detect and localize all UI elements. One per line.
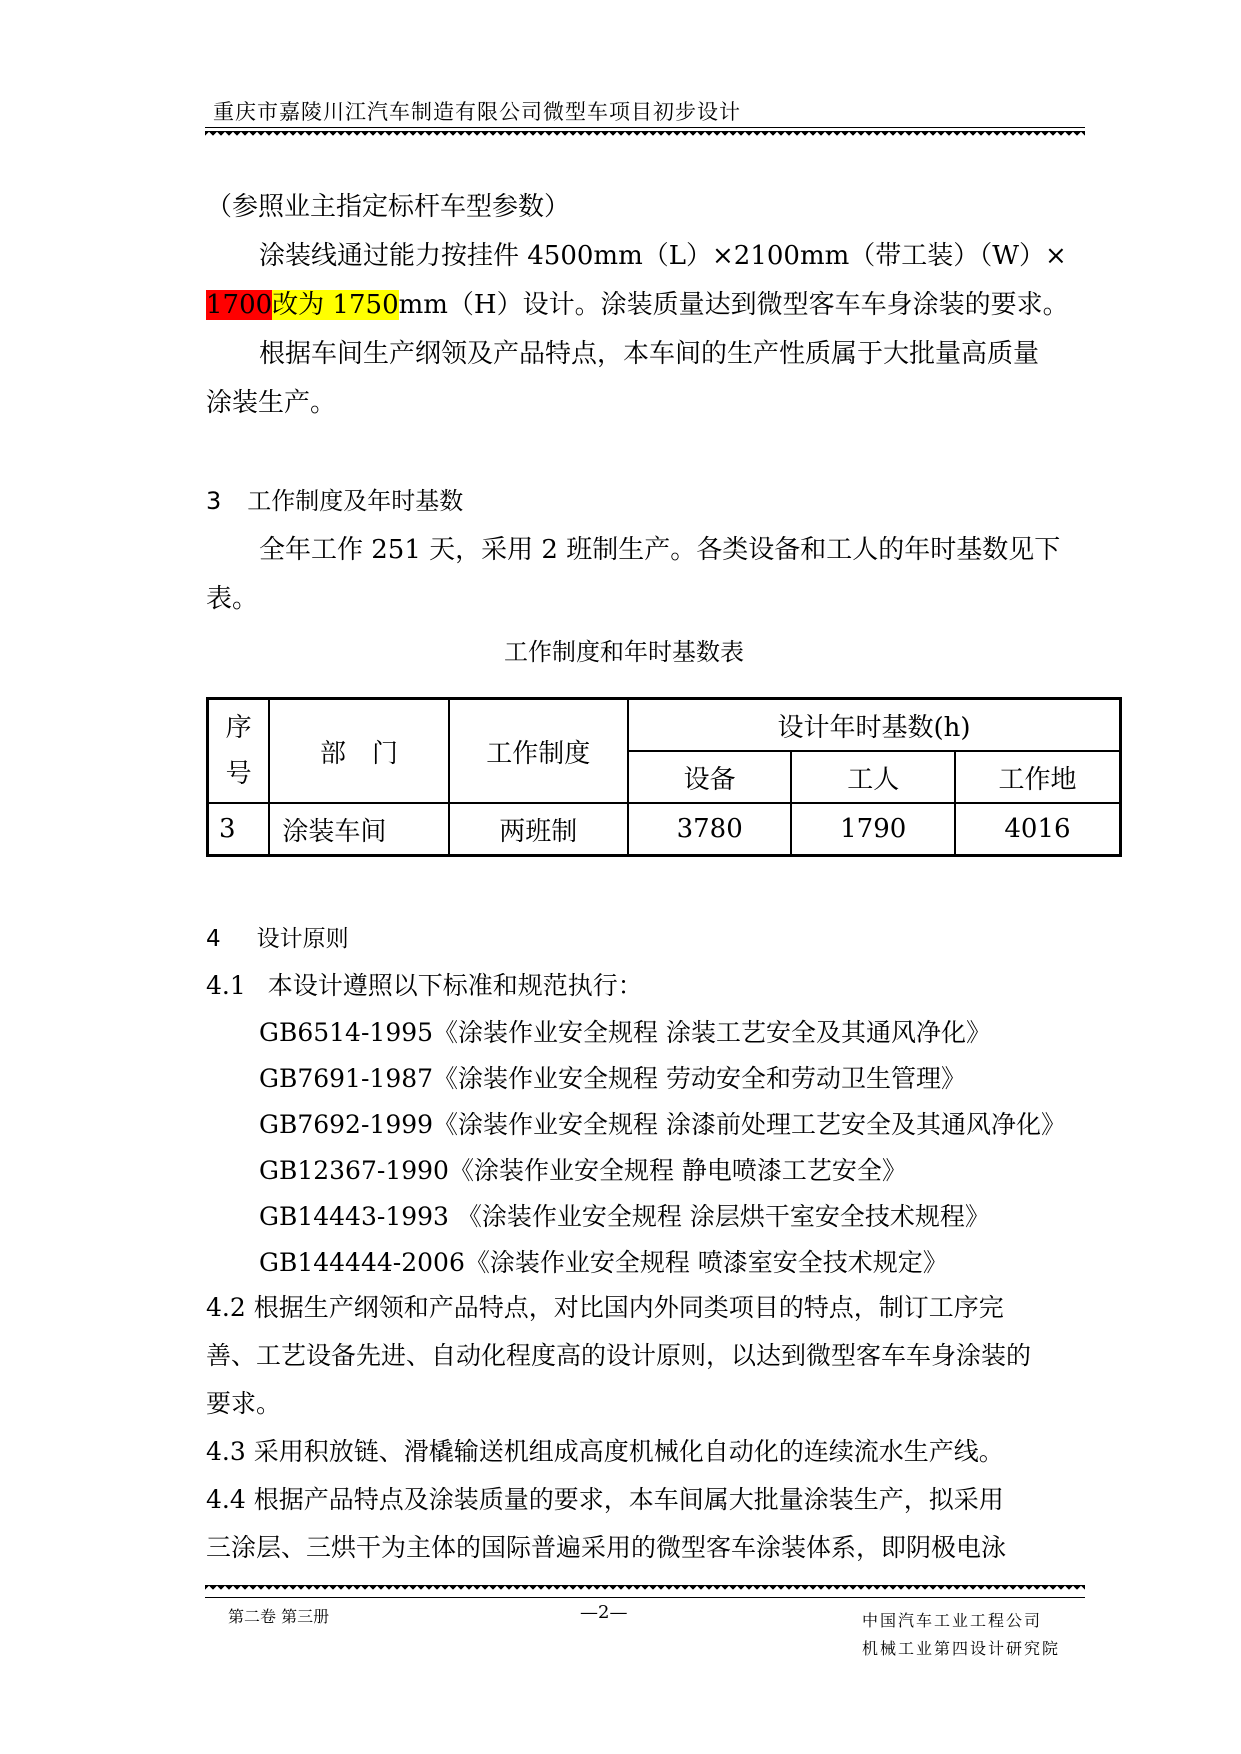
intro-line-4: 根据车间生产纲领及产品特点，本车间的生产性质属于大批量高质量 [259, 339, 1040, 369]
header-decoration [205, 131, 1085, 141]
header-dept: 部 门 [269, 699, 448, 804]
cell-worker: 1790 [791, 803, 955, 856]
section-4-4-line-2: 三涂层、三烘干为主体的国际普遍采用的微型客车涂装体系，即阴极电泳 [206, 1533, 1007, 1562]
footer-company: 中国汽车工业工程公司 [862, 1611, 1043, 1630]
header-seq-2: 号 [225, 759, 252, 789]
table-header-row [208, 699, 1121, 752]
section-3-heading [206, 477, 463, 526]
section-3-para-line-2: 表。 [206, 584, 259, 614]
header-seq-1: 序 [225, 713, 252, 743]
standard-item: GB7691-1987《涂装作业安全规程 劳动安全和劳动卫生管理》 [259, 1064, 966, 1093]
header-workplace: 工作地 [955, 751, 1121, 803]
section-4-4-line-1: 4.4 根据产品特点及涂装质量的要求，本车间属大批量涂装生产，拟采用 [206, 1485, 1004, 1514]
header-rule [205, 127, 1085, 128]
section-4-1-text: 本设计遵照以下标准和规范执行： [267, 971, 643, 1000]
section-4-title: 设计原则 [256, 926, 349, 952]
header-seq [208, 699, 270, 804]
table-caption: 工作制度和年时基数表 [504, 638, 744, 666]
footer-institute: 机械工业第四设计研究院 [862, 1639, 1061, 1658]
section-4-1-number: 4.1 [206, 971, 246, 1000]
intro-line-2: 涂装线通过能力按挂件 4500mm（L）×2100mm（带工装）（W）× [259, 241, 1067, 271]
header-system: 工作制度 [449, 699, 628, 804]
cell-equipment: 3780 [628, 803, 792, 856]
section-4-heading [206, 918, 349, 960]
header-hours-group: 设计年时基数(h) [628, 699, 1121, 752]
highlight-yellow: 改为 1750 [272, 290, 399, 320]
section-3-title: 工作制度及年时基数 [247, 487, 464, 515]
page-header-title: 重庆市嘉陵川江汽车制造有限公司微型车项目初步设计 [213, 100, 741, 124]
header-equipment: 设备 [628, 751, 792, 803]
intro-line-1: （参照业主指定标杆车型参数） [206, 192, 571, 222]
standard-item: GB7692-1999《涂装作业安全规程 涂漆前处理工艺安全及其通风净化》 [259, 1110, 1066, 1139]
highlight-red: 1700 [206, 290, 273, 320]
section-4-2-line-1: 4.2 根据生产纲领和产品特点，对比国内外同类项目的特点，制订工序完 [206, 1293, 1004, 1322]
cell-workplace: 4016 [955, 803, 1121, 856]
table-row [208, 803, 1121, 856]
footer-rule [205, 1597, 1085, 1598]
section-3-para-line-1: 全年工作 251 天，采用 2 班制生产。各类设备和工人的年时基数见下 [259, 535, 1061, 565]
standard-item: GB12367-1990《涂装作业安全规程 静电喷漆工艺安全》 [259, 1156, 907, 1185]
work-hours-table [206, 697, 1122, 857]
intro-line-3-rest: mm（H）设计。涂装质量达到微型客车车身涂装的要求。 [398, 290, 1069, 320]
standard-item: GB144444-2006《涂装作业安全规程 喷漆室安全技术规定》 [259, 1248, 948, 1277]
footer-page-number: —2— [580, 1602, 628, 1623]
footer-decoration [205, 1585, 1085, 1595]
section-4-3: 4.3 采用积放链、滑橇输送机组成高度机械化自动化的连续流水生产线。 [206, 1437, 1004, 1466]
intro-line-3 [206, 281, 1069, 330]
section-4-2-line-3: 要求。 [206, 1389, 282, 1418]
section-4-1 [206, 965, 643, 1007]
standard-item: GB14443-1993 《涂装作业安全规程 涂层烘干室安全技术规程》 [259, 1202, 990, 1231]
section-4-number: 4 [206, 926, 221, 952]
cell-dept: 涂装车间 [269, 803, 448, 856]
footer-volume: 第二卷 第三册 [228, 1607, 330, 1626]
header-worker: 工人 [791, 751, 955, 803]
intro-line-5: 涂装生产。 [206, 388, 337, 418]
standard-item: GB6514-1995《涂装作业安全规程 涂装工艺安全及其通风净化》 [259, 1018, 991, 1047]
cell-seq: 3 [208, 803, 270, 856]
section-4-2-line-2: 善、工艺设备先进、自动化程度高的设计原则，以达到微型客车车身涂装的 [206, 1341, 1032, 1370]
section-3-number: 3 [206, 487, 222, 515]
cell-system: 两班制 [449, 803, 628, 856]
